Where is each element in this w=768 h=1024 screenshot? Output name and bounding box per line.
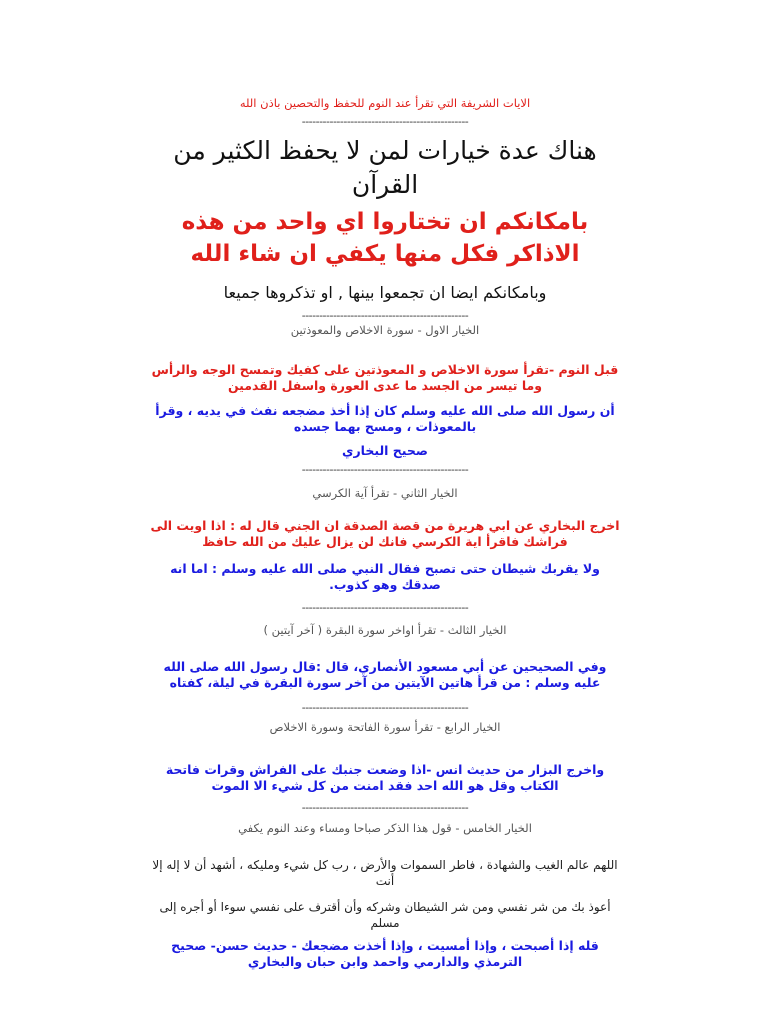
intro-heading: هناك عدة خيارات لمن لا يحفظ الكثير من القرآن: [173, 136, 597, 199]
option-5-hadith: قله إذا أصبحت ، وإذا أمسيت ، وإذا أخذت مضجعك - حديث حسن- صحيح الترمذي والدارمي واحمد وابن حبان والبخاري: [171, 938, 599, 969]
option-1-title: الخيار الاول - سورة الاخلاص والمعوذتين: [290, 323, 480, 337]
option-1-source: صحيح البخاري: [342, 443, 428, 458]
separator: ------------------------------------------------: [301, 801, 469, 814]
option-1-hadith: أن رسول الله صلى الله عليه وسلم كان إذا أخذ مضجعه نفث في يديه ، وقرأ بالمعوذات ، ومسح بهما جسده: [155, 403, 615, 434]
separator: ------------------------------------------------: [301, 309, 469, 322]
option-2-title: الخيار الثاني - تقرأ آية الكرسي: [312, 486, 458, 500]
document-title: الايات الشريفة التي تقرأ عند النوم للحفظ والتحصين باذن الله: [239, 96, 531, 110]
option-4-title: الخيار الرابع - تقرأ سورة الفاتحة وسورة الاخلاص: [269, 720, 501, 734]
intro-combine-text: وبامكانكم ايضا ان تجمعوا بينها , او تذكروها جميعا: [223, 283, 547, 302]
option-2-hadith: ولا يقربك شيطان حتى تصبح فقال النبي صلى الله عليه وسلم : اما انه صدقك وهو كذوب.: [170, 561, 600, 592]
option-4-hadith: واخرج البزار من حديث انس -اذا وضعت جنبك على الفراش وقرات فاتحة الكتاب وقل هو الله احد فقد امنت من كل شيء الا الموت: [165, 762, 605, 793]
separator: ------------------------------------------------: [301, 463, 469, 476]
option-5-dua-2: أعوذ بك من شر نفسي ومن شر الشيطان وشركه وأن أقترف على نفسي سوءا أو أجره إلى مسلم: [159, 900, 611, 930]
separator: ------------------------------------------------: [301, 601, 469, 614]
option-2-text: اخرج البخاري عن ابي هريرة من قصة الصدقة ان الجني قال له : اذا اويت الى فراشك فاقرأ اية الكرسي فانك لن يزال عليك من الله حافظ: [150, 518, 620, 549]
separator: ------------------------------------------------: [301, 115, 469, 128]
option-3-hadith: وفي الصحيحين عن أبي مسعود الأنصاري، قال :قال رسول الله صلى الله عليه وسلم : من قرأ هاتين الآيتين من آخر سورة البقرة في ليلة، كفتاه: [163, 659, 607, 690]
intro-choose-text: بامكانكم ان تختاروا اي واحد من هذه الاذاكر فكل منها يكفي ان شاء الله: [181, 209, 589, 267]
option-5-dua-1: اللهم عالم الغيب والشهادة ، فاطر السموات والأرض ، رب كل شيء ومليكه ، أشهد أن لا إله إلا أنت: [152, 858, 618, 888]
separator: ------------------------------------------------: [301, 701, 469, 714]
option-5-title: الخيار الخامس - قول هذا الذكر صباحا ومساء وعند النوم يكفي: [238, 821, 532, 835]
option-1-instruction: قبل النوم -تقرأ سورة الاخلاص و المعوذتين على كفيك وتمسح الوجه والرأس وما تيسر من الجسد ما عدى العورة واسفل القدمين: [151, 362, 619, 393]
option-3-title: الخيار الثالث - تقرأ اواخر سورة البقرة ( آخر آيتين ): [263, 623, 507, 637]
